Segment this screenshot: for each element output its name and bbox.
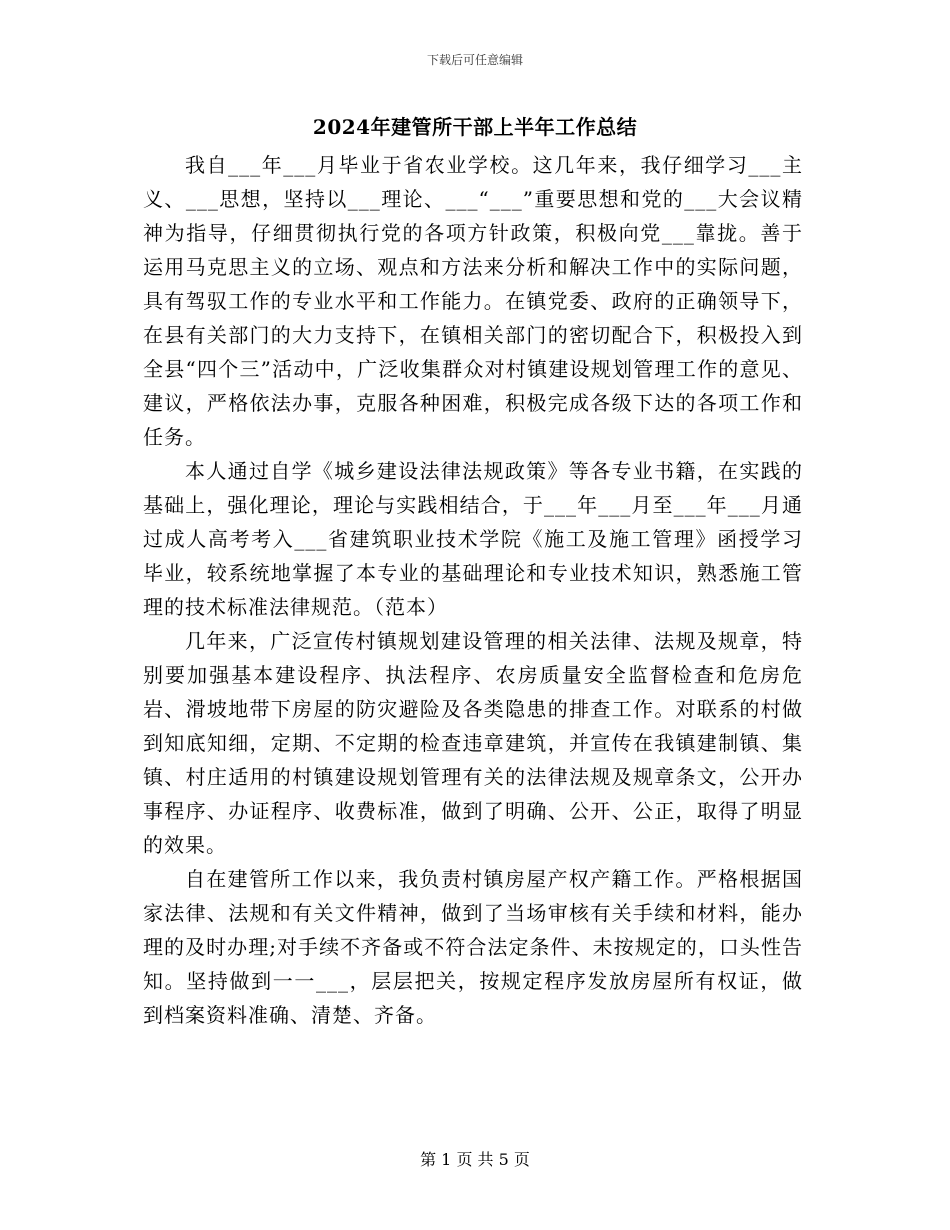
paragraph: 本人通过自学《城乡建设法律法规政策》等各专业书籍，在实践的基础上，强化理论，理论与实践相结合，于___年___月至___年___月通过成人高考考入___省建筑职业技术学院《施工及施工管理》函授学习毕业，较系统地掌握了本专业的基础理论和专业技术知识，熟悉施工管理的技术标准法律规范。（范本）: [143, 459, 803, 619]
paragraph: 几年来，广泛宣传村镇规划建设管理的相关法律、法规及规章，特别要加强基本建设程序、执法程序、农房质量安全监督检查和危房危岩、滑坡地带下房屋的防灾避险及各类隐患的排查工作。对联系的村做到知底知细，定期、不定期的检查违章建筑，并宣传在我镇建制镇、集镇、村庄适用的村镇建设规划管理有关的法律法规及规章条文，公开办事程序、办证程序、收费标准，做到了明确、公开、公正，取得了明显的效果。: [143, 629, 803, 857]
document-title: 2024年建管所干部上半年工作总结: [312, 115, 638, 139]
header-note: 下载后可任意编辑: [426, 53, 523, 67]
document-body: [143, 148, 803, 1032]
paragraph: 自在建管所工作以来，我负责村镇房屋产权产籍工作。严格根据国家法律、法规和有关文件精神，做到了当场审核有关手续和材料，能办理的及时办理;对手续不齐备或不符合法定条件、未按规定的，口头性告知。坚持做到一一___，层层把关，按规定程序发放房屋所有权证，做到档案资料准确、清楚、齐备。: [143, 867, 803, 1027]
page-footer: 第 1 页 共 5 页: [420, 1150, 530, 1169]
paragraph: 我自___年___月毕业于省农业学校。这几年来，我仔细学习___主义、___思想，坚持以___理论、___“___”重要思想和党的___大会议精神为指导，仔细贯彻执行党的各项方针政策，积极向党___靠拢。善于运用马克思主义的立场、观点和方法来分析和解决工作中的实际问题，具有驾驭工作的专业水平和工作能力。在镇党委、政府的正确领导下，在县有关部门的大力支持下，在镇相关部门的密切配合下，积极投入到全县“四个三”活动中，广泛收集群众对村镇建设规划管理工作的意见、建议，严格依法办事，克服各种困难，积极完成各级下达的各项工作和任务。: [143, 153, 803, 449]
